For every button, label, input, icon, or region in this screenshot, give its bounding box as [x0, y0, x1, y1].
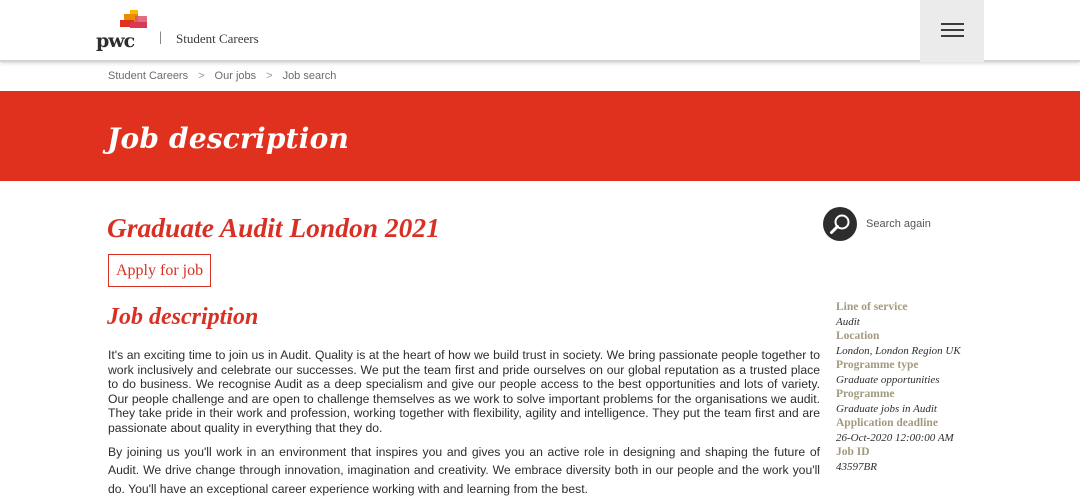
header-separator: |	[159, 30, 162, 45]
page-title: Job description	[107, 122, 350, 155]
breadcrumb-separator: >	[198, 70, 205, 82]
detail-value-job-id: 43597BR	[836, 460, 877, 473]
breadcrumb-separator: >	[266, 70, 273, 82]
logo-wordmark: pwc	[96, 30, 135, 52]
detail-label-programme: Programme	[836, 388, 895, 400]
detail-value-line-of-service: Audit	[836, 315, 860, 328]
job-description-paragraph: By joining us you'll work in an environment that inspires you and gives you an active role in designing and shaping the future of Audit. We drive change through innovation, imagination and creativity. We embrace diversity both in our people and the work you'll do. You'll have an exceptional career experience working with and learning from the best.	[108, 445, 820, 496]
breadcrumb-student-careers[interactable]: Student Careers	[108, 70, 189, 82]
pwc-logo-mark	[96, 10, 156, 32]
hamburger-menu-button[interactable]	[920, 0, 984, 62]
detail-value-programme-type: Graduate opportunities	[836, 373, 940, 386]
detail-label-job-id: Job ID	[836, 446, 870, 458]
pwc-logo[interactable]	[96, 10, 156, 52]
breadcrumb	[108, 70, 336, 82]
job-title: Graduate Audit London 2021	[107, 212, 440, 243]
apply-for-job-button[interactable]: Apply for job	[108, 254, 211, 287]
search-again-label[interactable]: Search again	[866, 218, 931, 230]
hero-banner	[0, 91, 1080, 181]
detail-value-application-deadline: 26-Oct-2020 12:00:00 AM	[836, 431, 954, 444]
site-header	[0, 0, 1080, 62]
detail-label-line-of-service: Line of service	[836, 301, 908, 313]
section-title: Job description	[107, 304, 259, 330]
job-description-paragraph: It's an exciting time to join us in Audit. Quality is at the heart of how we build trust in society. We bring passionate people together to work inclusively and celebrate our successes. We put the team first and pride ourselves on our global reputation as a trusted place to do business. We recognise Audit as a deep specialism and give our people access to the best opportunities and lots of variety. Our people challenge and are open to challenge themselves as we work to solve important problems for the organisations we audit. They take pride in their work and profession, working together with flexibility, agility and intelligence. They put the team first and are passionate about quality in everything that they do.	[108, 348, 820, 435]
job-details	[836, 300, 1036, 474]
detail-value-programme: Graduate jobs in Audit	[836, 402, 937, 415]
magnifier-icon[interactable]	[823, 207, 857, 241]
breadcrumb-our-jobs[interactable]: Our jobs	[214, 70, 257, 82]
detail-value-location: London, London Region UK	[836, 344, 961, 357]
menu-icon-line	[941, 29, 964, 31]
detail-label-application-deadline: Application deadline	[836, 417, 938, 429]
detail-label-programme-type: Programme type	[836, 359, 919, 371]
detail-label-location: Location	[836, 330, 880, 342]
menu-icon-line	[941, 23, 964, 25]
menu-icon-line	[941, 35, 964, 37]
site-name[interactable]: Student Careers	[176, 31, 259, 46]
breadcrumb-job-search[interactable]: Job search	[282, 70, 337, 82]
